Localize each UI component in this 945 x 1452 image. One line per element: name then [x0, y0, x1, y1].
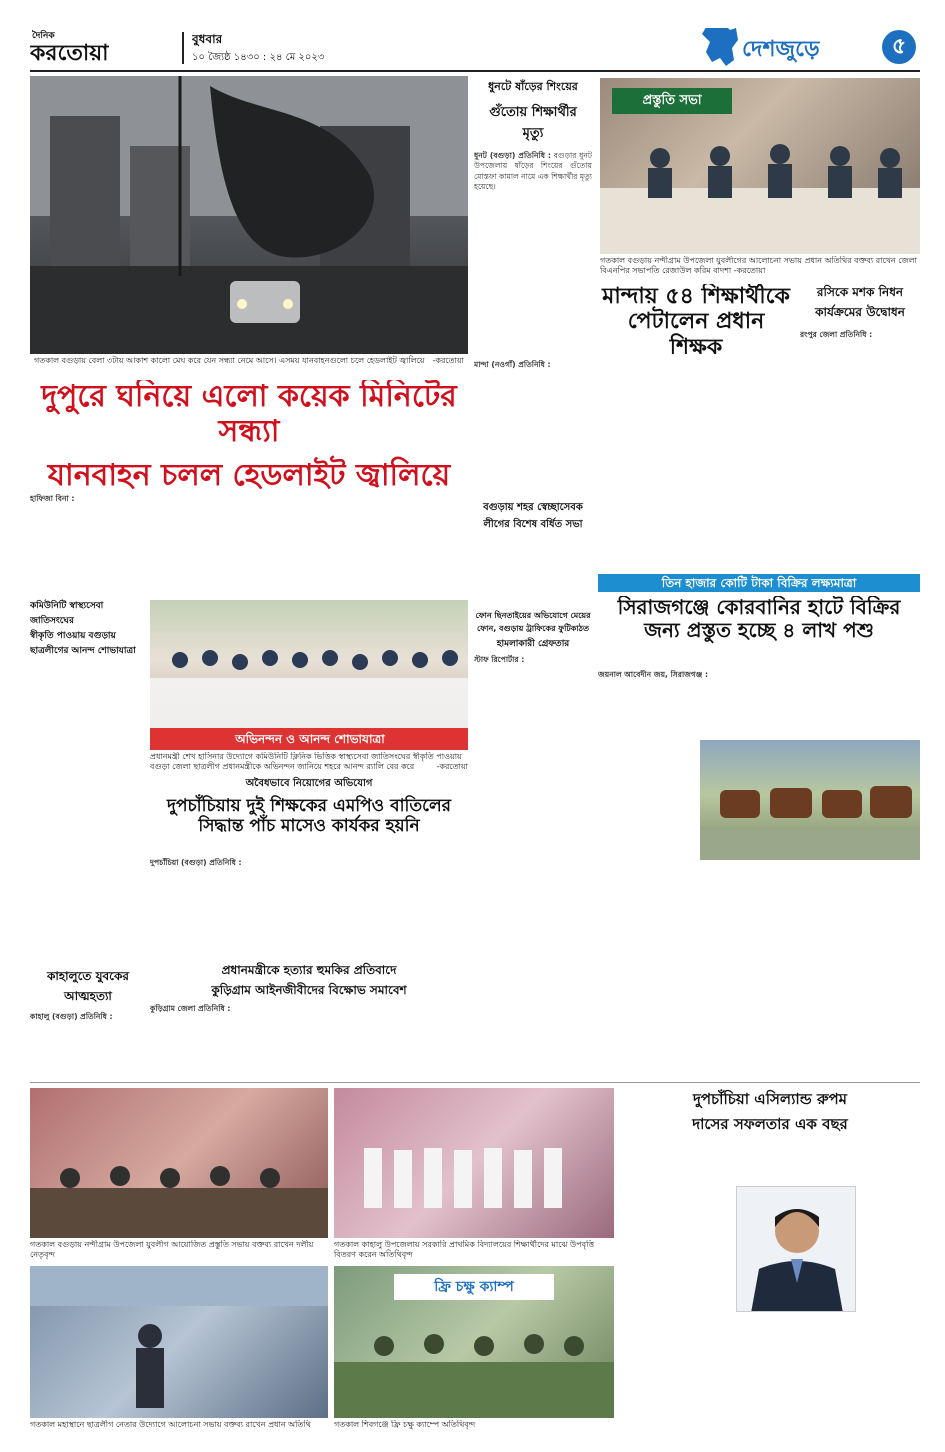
section-divider	[30, 1082, 920, 1083]
bangladesh-map-icon	[700, 28, 740, 68]
story-heat-col1	[30, 494, 170, 594]
bottom-photo-3	[30, 1266, 328, 1418]
brand-logo	[30, 28, 180, 68]
masthead-day: বুধবার	[192, 32, 223, 46]
story-dhunot-dateline: ধুনট (বগুড়া) প্রতিনিধি :	[474, 151, 551, 160]
story-cattle-headline1: সিরাজগঞ্জে কোরবানির হাটে বিক্রির	[617, 596, 901, 619]
top-photo	[30, 76, 468, 368]
story-cattle-dateline: জয়নাল আবেদীন জয়, সিরাজগঞ্জ :	[598, 670, 709, 679]
masthead	[30, 28, 920, 70]
page-number-text: ৫	[891, 34, 907, 59]
main-headline-line1: দুপুরে ঘনিয়ে এলো কয়েক মিনিটের সন্ধ্যা	[41, 380, 457, 449]
story-dupchanchia-headline1: দুপচাঁচিয়ায় দুই শিক্ষকের এমপিও বাতিলের	[167, 796, 451, 816]
story-phone-headline2: ফোন, বগুড়ায় ট্রাফিকের ফুটিকাঠত	[477, 624, 589, 633]
story-awami-headline1: কমিউনিটি স্বাস্থ্যসেবা জাতিসংঘের	[30, 601, 104, 626]
story-dhunot-headline2: মৃত্যু	[522, 126, 544, 141]
bottom-photo-4-caption	[334, 1420, 614, 1442]
eye-camp-banner-text: ফ্রি চক্ষু ক্যাম্প	[434, 1279, 514, 1295]
story-awami-headline2: স্বীকৃতি পাওয়ায় বগুড়ায়	[30, 631, 116, 641]
cattle-banner	[598, 574, 920, 592]
story-dupchanchia-dateline: দুপচাঁচিয়া (বগুড়া) প্রতিনিধি :	[150, 858, 242, 867]
story-kurigram-body	[150, 1004, 468, 1080]
rally-banner	[200, 728, 420, 750]
bottom-photo-3-caption-text: গতকাল মহাস্থানে ছাত্রলীগ নেতার উদ্যোগে আলোচনা সভায় বক্তব্য রাখেন প্রধান অতিথি	[30, 1420, 311, 1429]
bottom-photo-2-caption	[334, 1240, 614, 1262]
meeting-photo	[600, 78, 920, 254]
story-kahalu-body	[30, 1012, 146, 1022]
story-volunteer-headline1: বগুড়ায় শহর স্বেচ্ছাসেবক	[483, 502, 583, 513]
bottom-photo-4	[334, 1266, 614, 1418]
meeting-banner-text: প্রস্তুতি সভা	[642, 93, 702, 108]
story-rangpur	[800, 284, 920, 574]
story-dhunot-headline1: গুঁতোয় শিক্ষার্থীর	[489, 105, 577, 120]
story-dupchanchia	[150, 776, 468, 856]
main-headline	[30, 380, 468, 490]
rally-banner-text: অভিনন্দন ও আনন্দ শোভাযাত্রা	[235, 732, 385, 746]
story-dupchanchia-body	[150, 858, 468, 958]
story-dhunot-body	[474, 151, 592, 193]
story-phone-dateline: স্টাফ রিপোর্টার :	[474, 655, 525, 664]
story-kahalu-dateline: কাহালু (বগুড়া) প্রতিনিধি :	[30, 1012, 113, 1021]
story-acland-headline1: দুপচাঁচিয়া এসিল্যান্ড রুপম	[692, 1090, 847, 1108]
story-teacher-dateline: মান্দা (নওগাঁ) প্রতিনিধি :	[474, 360, 551, 369]
rally-caption-text: প্রধানমন্ত্রী শেখ হাসিনার উদ্যোগে কমিউনিটি ক্লিনিক ভিত্তিক স্বাস্থ্যসেবা জাতিসংঘের স্বীকৃতি পাওয়ায় বগুড়া জেলা ছাত্রলীগ প্রধানমন্ত্রীকে অভিনন্দন জানিয়ে শহরে আনন্দ র‌্যালি বের করে	[150, 752, 462, 771]
story-cattle-headline2: জন্য প্রস্তুত হচ্ছে ৪ লাখ পশু	[644, 618, 874, 642]
story-phone	[474, 610, 592, 770]
story-rangpur-dateline: রংপুর জেলা প্রতিনিধি :	[800, 330, 873, 339]
story-dhunot-text: বগুড়ার ধুনট উপজেলায় ষাঁড়ের শিংয়ের গুঁতোয় মোস্তফা কামাল নামে এক শিক্ষার্থীর মৃত্যু হয়েছে।	[474, 151, 592, 192]
top-photo-credit: -করতোয়া	[432, 356, 464, 365]
story-rangpur-headline2: কার্যক্রমের উদ্বোধন	[815, 305, 905, 319]
story-heat-col3	[326, 494, 468, 594]
story-teacher-headline2: পেটালেন প্রধান শিক্ষক	[627, 309, 765, 354]
main-headline-line2: যানবাহন চলল হেডলাইট জ্বালিয়ে	[47, 458, 451, 490]
brand-small: দৈনিক	[32, 31, 55, 41]
story-awami	[30, 598, 146, 968]
story-heat-dateline: হাফিজা বিনা :	[30, 494, 75, 503]
story-acland	[620, 1088, 920, 1132]
bottom-photo-1	[30, 1088, 328, 1238]
story-heat-col2	[178, 494, 318, 594]
story-kurigram-headline2: কুড়িগ্রাম আইনজীবীদের বিক্ষোভ সমাবেশ	[211, 983, 407, 997]
rally-photo	[150, 600, 468, 750]
story-teacher	[598, 284, 794, 354]
story-cattle-headline	[598, 596, 920, 666]
section-title: দেশজুড়ে	[742, 37, 820, 62]
rally-caption-credit: -করতোয়া	[436, 762, 468, 771]
bottom-photo-2-caption-text: গতকাল কাহালু উপজেলায় সরকারি প্রাথমিক বিদ্যালয়ের শিক্ষার্থীদের মাঝে উপবৃত্তি বিতরণ করেন অতিথিবৃন্দ	[334, 1240, 595, 1259]
story-phone-body	[474, 655, 592, 665]
story-dhunot-kicker: ধুনটে ষাঁড়ের শিংয়ের	[488, 80, 578, 93]
bottom-photo-4-caption-text: গতকাল শিবগঞ্জে ফ্রি চক্ষু ক্যাম্পে অতিথিবৃন্দ	[334, 1420, 476, 1429]
story-phone-headline1: ফোন ছিনতাইয়ের অভিযোগে মেয়ের	[475, 611, 591, 620]
story-awami-body	[30, 662, 146, 968]
masthead-date: ১০ জ্যৈষ্ঠ ১৪৩০ : ২৪ মে ২০২৩	[192, 52, 325, 63]
story-awami-headline3: ছাত্রলীগের আনন্দ শোভাযাত্রা	[30, 646, 136, 656]
bottom-photo-1-caption	[30, 1240, 328, 1262]
story-kahalu	[30, 968, 146, 1078]
story-volunteer-headline2: লীগের বিশেষ বর্ধিত সভা	[483, 519, 583, 530]
story-rangpur-headline1: রসিকে মশক নিধন	[816, 285, 904, 299]
story-kurigram-dateline: কুড়িগ্রাম জেলা প্রতিনিধি :	[150, 1004, 231, 1013]
story-volunteer	[474, 500, 592, 600]
top-photo-caption	[30, 354, 468, 368]
story-kurigram	[150, 962, 468, 1002]
acland-portrait	[736, 1186, 856, 1312]
story-teacher-headline1: মান্দায় ৫৪ শিক্ষার্থীকে	[602, 284, 790, 309]
cattle-photo	[700, 740, 920, 860]
story-rangpur-body	[800, 330, 920, 340]
bottom-photo-3-caption	[30, 1420, 328, 1442]
bottom-photo-2	[334, 1088, 614, 1238]
story-kahalu-headline2: আত্মহত্যা	[64, 989, 112, 1003]
rally-caption	[150, 752, 468, 776]
story-dupchanchia-headline2: সিদ্ধান্ত পাঁচ মাসেও কার্যকর হয়নি	[198, 815, 420, 836]
brand-name: করতোয়া	[30, 41, 109, 66]
story-kahalu-headline1: কাহালুতে যুবকের	[46, 969, 129, 983]
meeting-caption-credit: -করতোয়া	[733, 266, 766, 275]
page-number	[882, 30, 916, 64]
story-dupchanchia-kicker: অবৈধভাবে নিয়োগের অভিযোগ	[245, 778, 373, 789]
cattle-banner-text: তিন হাজার কোটি টাকা বিক্রির লক্ষ্যমাত্রা	[661, 576, 857, 590]
story-kurigram-headline1: প্রধানমন্ত্রীকে হত্যার হুমকির প্রতিবাদে	[221, 963, 397, 977]
meeting-caption-text: গতকাল বগুড়ায় নন্দীগ্রাম উপজেলা যুবলীগের আলোচনা সভায় প্রধান অতিথির বক্তব্য রাখেন জেলা বিএনপির সভাপতি রেজাউল করিম বাদশা	[600, 256, 917, 275]
story-heat	[30, 494, 468, 594]
masthead-rule	[30, 70, 920, 72]
story-phone-headline3: হামলাকারী গ্রেফতার	[496, 639, 570, 649]
top-photo-caption-text: গতকাল বগুড়ায় বেলা ৩টায় আকাশ কালো মেঘ করে যেন সন্ধ্যা নেমে আসে। এসময় যানবাহনগুলো চলে হেডলাইট জ্বালিয়ে	[34, 356, 425, 365]
masthead-divider	[182, 32, 184, 64]
meeting-photo-caption	[600, 256, 920, 280]
story-acland-headline2: দাসের সফলতার এক বছর	[692, 1115, 848, 1132]
bottom-photo-1-caption-text: গতকাল বগুড়ায় নন্দীগ্রাম উপজেলা যুবলীগ আয়োজিত প্রস্তুতি সভায় বক্তব্য রাখেন দলীয় নেতৃবৃন্দ	[30, 1240, 314, 1259]
